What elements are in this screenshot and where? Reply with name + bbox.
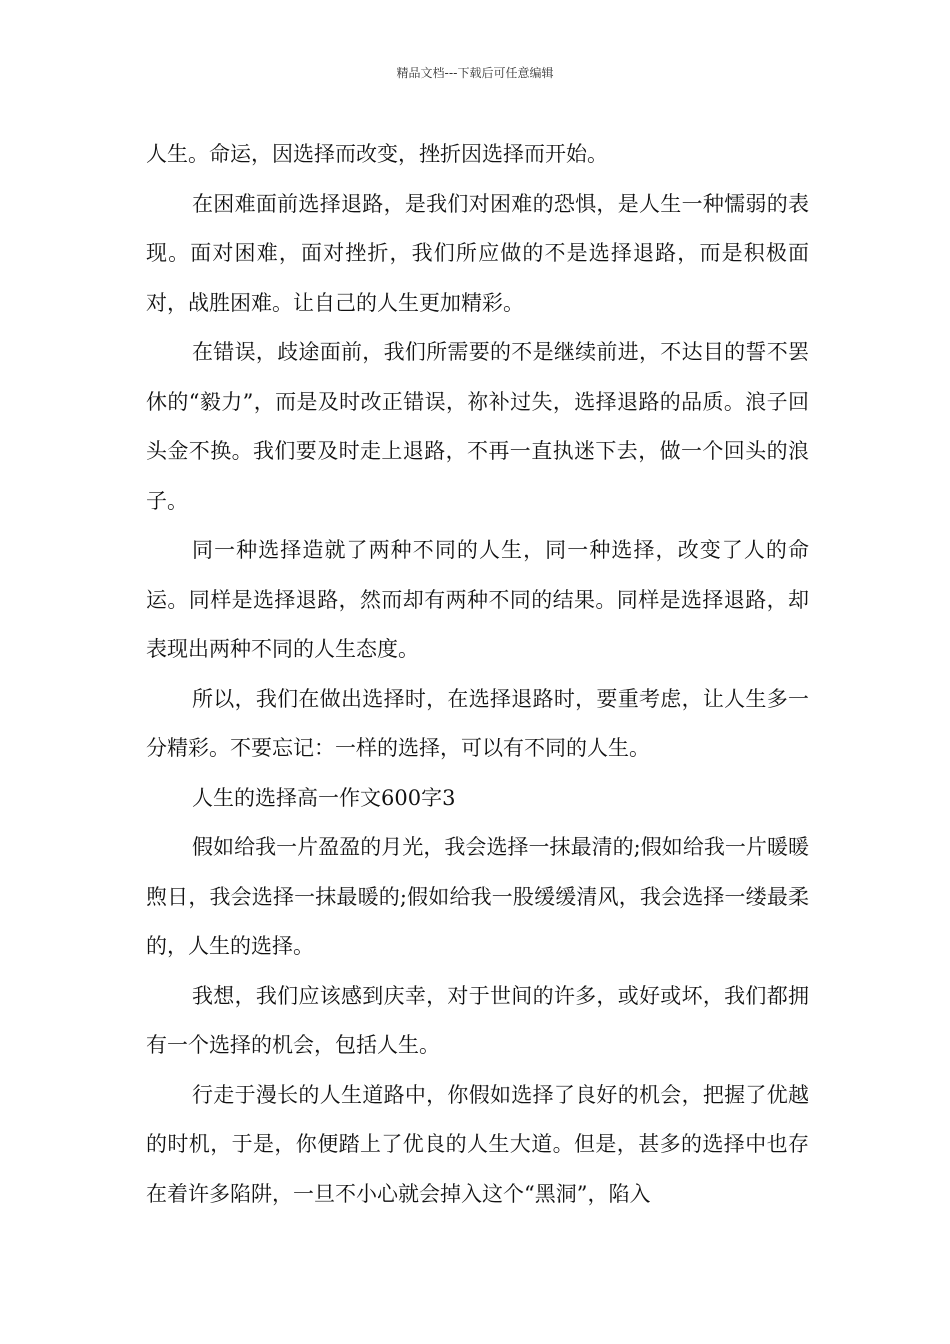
paragraph: 同一种选择造就了两种不同的人生，同一种选择，改变了人的命运。同样是选择退路，然而却有两种不同的结果。同样是选择退路，却表现出两种不同的人生态度。 — [146, 538, 809, 661]
section-heading: 人生的选择高一作文600字3 — [192, 785, 456, 810]
document-body — [146, 130, 809, 1219]
paragraph: 假如给我一片盈盈的月光，我会选择一抹最清的;假如给我一片暖暖煦日，我会选择一抹最暖的;假如给我一股缓缓清风，我会选择一缕最柔的，人生的选择。 — [146, 835, 809, 958]
paragraph: 所以，我们在做出选择时，在选择退路时，要重考虑，让人生多一分精彩。不要忘记：一样的选择，可以有不同的人生。 — [146, 686, 809, 760]
paragraph: 人生。命运，因选择而改变，挫折因选择而开始。 — [146, 142, 608, 166]
page-header: 精品文档---下载后可任意编辑 — [396, 66, 554, 80]
paragraph: 在困难面前选择退路，是我们对困难的恐惧，是人生一种懦弱的表现。面对困难，面对挫折，我们所应做的不是选择退路，而是积极面对，战胜困难。让自己的人生更加精彩。 — [146, 191, 809, 315]
paragraph: 在错误，歧途面前，我们所需要的不是继续前进，不达目的誓不罢休的“毅力”，而是及时改正错误，祢补过失，选择退路的品质。浪子回头金不换。我们要及时走上退路，不再一直执迷下去，做一个回头的浪子。 — [146, 340, 809, 513]
paragraph: 我想，我们应该感到庆幸，对于世间的许多，或好或坏，我们都拥有一个选择的机会，包括人生。 — [146, 983, 809, 1057]
paragraph: 行走于漫长的人生道路中，你假如选择了良好的机会，把握了优越的时机，于是，你便踏上了优良的人生大道。但是，甚多的选择中也存在着许多陷阱，一旦不小心就会掉入这个“黑洞”，陷入 — [146, 1082, 809, 1206]
